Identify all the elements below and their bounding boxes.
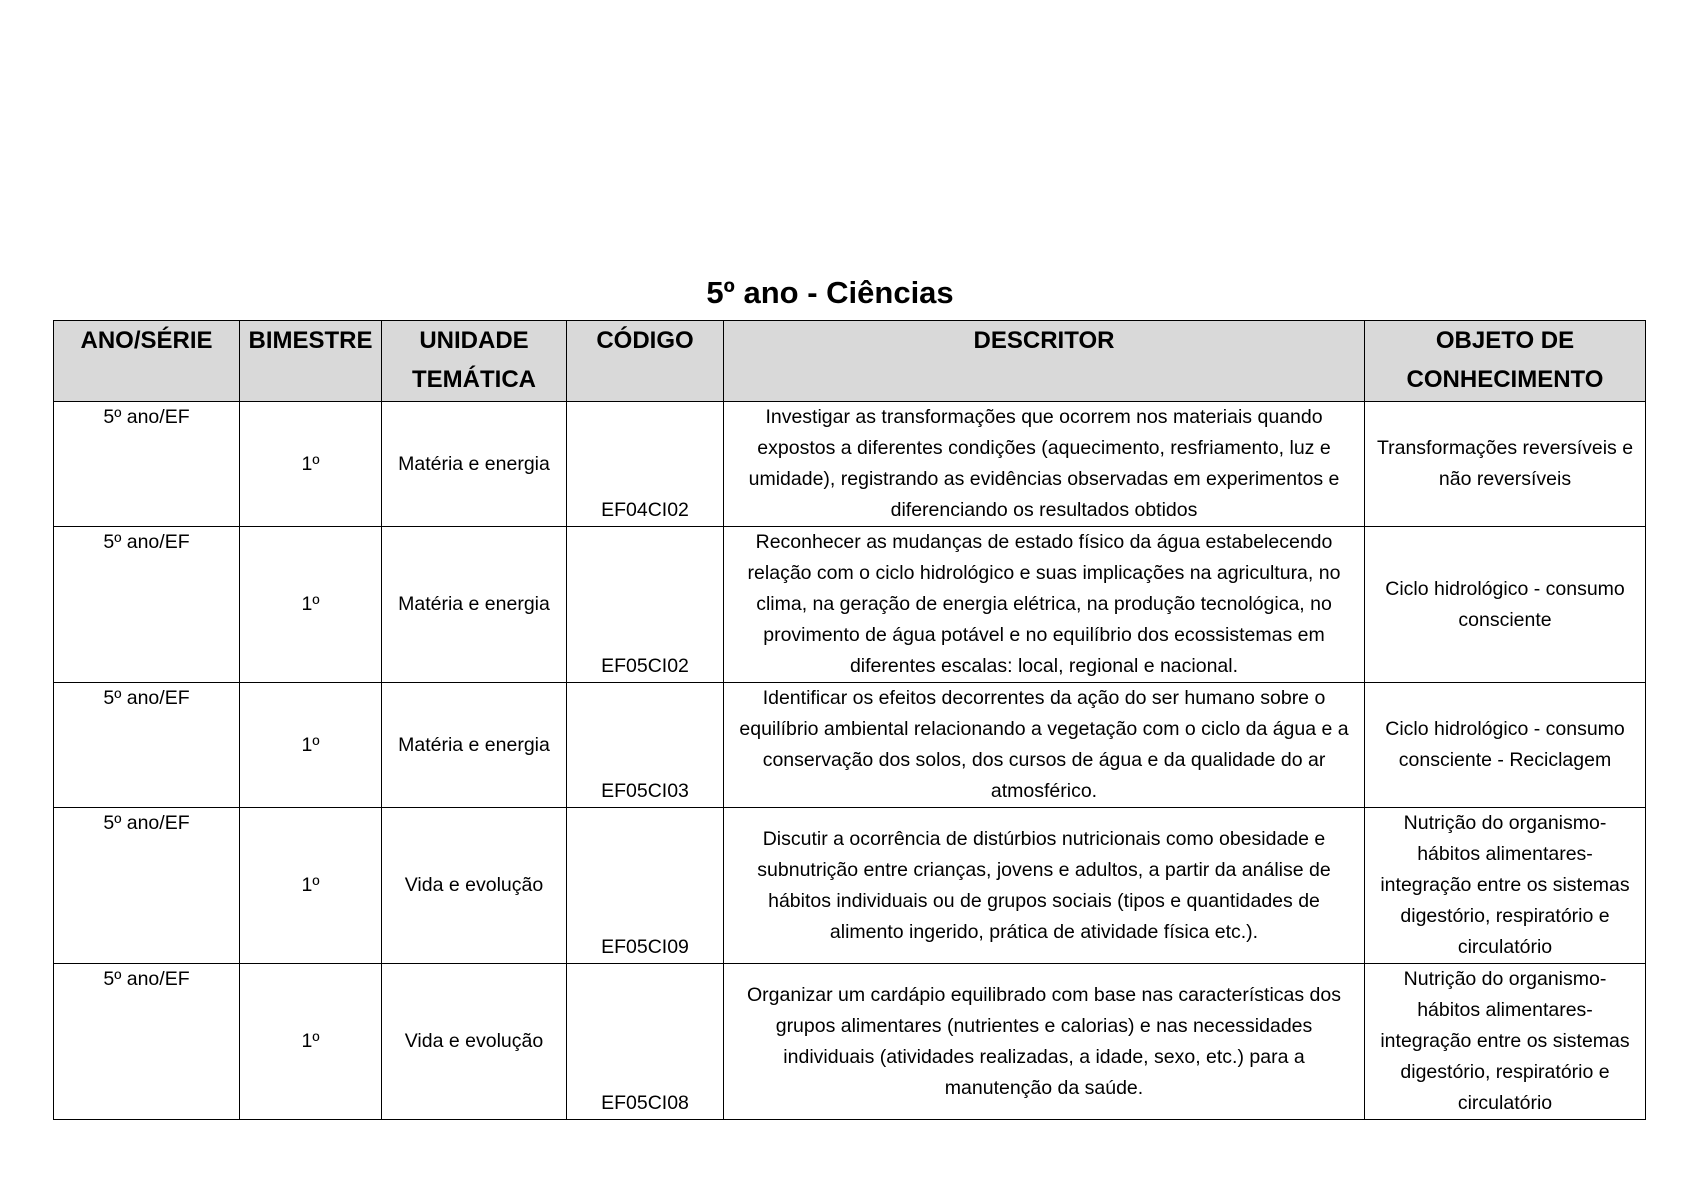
cell-unidade-tematica: Vida e evolução (382, 808, 567, 964)
cell-descritor: Organizar um cardápio equilibrado com base nas características dos grupos alimentares (nutrientes e calorias) e nas necessidades individuais (atividades realizadas, a idade, sexo, etc.) para a manutenção da saúde. (724, 964, 1365, 1120)
cell-ano-serie: 5º ano/EF (54, 964, 240, 1120)
cell-unidade-tematica: Vida e evolução (382, 964, 567, 1120)
header-objeto-de-conhecimento: OBJETO DE CONHECIMENTO (1365, 321, 1646, 402)
cell-codigo: EF05CI09 (567, 808, 724, 964)
cell-bimestre: 1º (240, 402, 382, 527)
cell-descritor: Reconhecer as mudanças de estado físico da água estabelecendo relação com o ciclo hidrológico e suas implicações na agricultura, no clima, na geração de energia elétrica, na produção tecnológica, no provimento de água potável e no equilíbrio dos ecossistemas em diferentes escalas: local, regional e nacional. (724, 527, 1365, 683)
cell-ano-serie: 5º ano/EF (54, 808, 240, 964)
cell-objeto-de-conhecimento: Transformações reversíveis e não reversíveis (1365, 402, 1646, 527)
table-row (54, 808, 1646, 964)
header-bimestre: BIMESTRE (240, 321, 382, 402)
table-header-row (54, 321, 1646, 402)
cell-ano-serie: 5º ano/EF (54, 527, 240, 683)
curriculum-table (53, 320, 1646, 1120)
cell-objeto-de-conhecimento: Ciclo hidrológico - consumo consciente (1365, 527, 1646, 683)
header-descritor: DESCRITOR (724, 321, 1365, 402)
cell-descritor: Investigar as transformações que ocorrem nos materiais quando expostos a diferentes condições (aquecimento, resfriamento, luz e umidade), registrando as evidências observadas em experimentos e diferenciando os resultados obtidos (724, 402, 1365, 527)
table-row (54, 683, 1646, 808)
header-unidade-tematica: UNIDADE TEMÁTICA (382, 321, 567, 402)
table-row (54, 964, 1646, 1120)
cell-bimestre: 1º (240, 683, 382, 808)
cell-objeto-de-conhecimento: Ciclo hidrológico - consumo consciente - Reciclagem (1365, 683, 1646, 808)
cell-ano-serie: 5º ano/EF (54, 683, 240, 808)
cell-objeto-de-conhecimento: Nutrição do organismo-hábitos alimentares-integração entre os sistemas digestório, respiratório e circulatório (1365, 808, 1646, 964)
cell-bimestre: 1º (240, 527, 382, 683)
table-row (54, 402, 1646, 527)
table-row (54, 527, 1646, 683)
cell-codigo: EF04CI02 (567, 402, 724, 527)
cell-unidade-tematica: Matéria e energia (382, 402, 567, 527)
header-codigo: CÓDIGO (567, 321, 724, 402)
cell-codigo: EF05CI08 (567, 964, 724, 1120)
header-ano-serie: ANO/SÉRIE (54, 321, 240, 402)
page-title: 5º ano - Ciências (706, 275, 954, 310)
cell-codigo: EF05CI03 (567, 683, 724, 808)
cell-unidade-tematica: Matéria e energia (382, 527, 567, 683)
cell-unidade-tematica: Matéria e energia (382, 683, 567, 808)
cell-objeto-de-conhecimento: Nutrição do organismo-hábitos alimentares-integração entre os sistemas digestório, respiratório e circulatório (1365, 964, 1646, 1120)
cell-bimestre: 1º (240, 964, 382, 1120)
cell-descritor: Discutir a ocorrência de distúrbios nutricionais como obesidade e subnutrição entre crianças, jovens e adultos, a partir da análise de hábitos individuais ou de grupos sociais (tipos e quantidades de alimento ingerido, prática de atividade física etc.). (724, 808, 1365, 964)
cell-ano-serie: 5º ano/EF (54, 402, 240, 527)
cell-codigo: EF05CI02 (567, 527, 724, 683)
cell-bimestre: 1º (240, 808, 382, 964)
cell-descritor: Identificar os efeitos decorrentes da ação do ser humano sobre o equilíbrio ambiental relacionando a vegetação com o ciclo da água e a conservação dos solos, dos cursos de água e da qualidade do ar atmosférico. (724, 683, 1365, 808)
